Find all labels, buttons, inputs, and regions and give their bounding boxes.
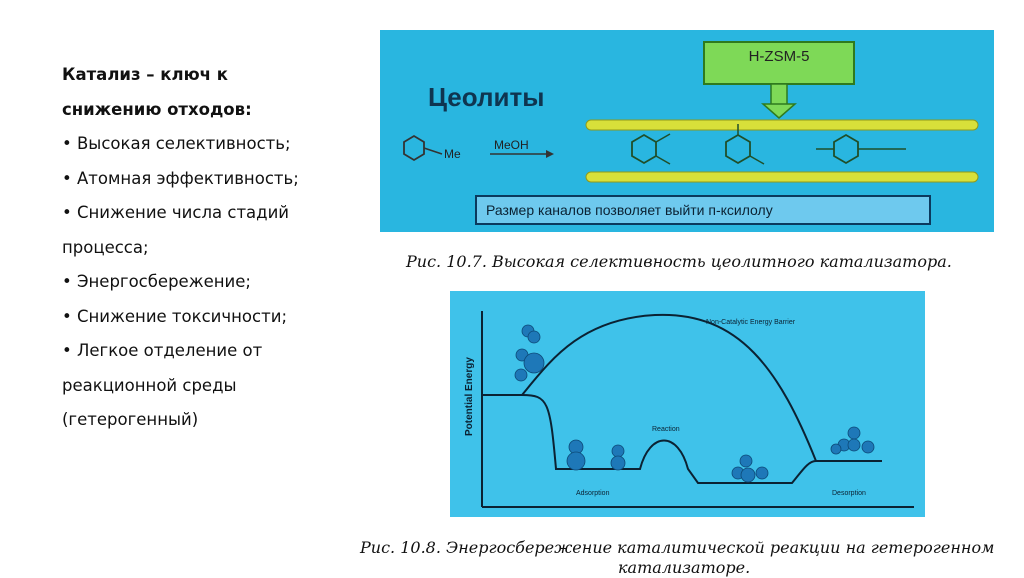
desorbed-product-icon <box>831 427 874 454</box>
catalyst-label: H-ZSM-5 <box>748 48 810 65</box>
meta-xylene-icon <box>726 135 750 163</box>
bullet-low-toxicity: • Снижение токсичности; <box>62 306 287 326</box>
zeolite-layer-bottom <box>586 172 978 182</box>
reaction-arrowhead-icon <box>546 150 554 158</box>
arrow-shaft <box>771 84 787 106</box>
reaction-label: Reaction <box>652 426 680 433</box>
energy-figure <box>450 291 925 517</box>
reagent-label: MeOH <box>494 138 529 152</box>
figure2-caption-line1: Рис. 10.8. Энергосбережение каталитической реакции на гетерогенном <box>360 538 995 557</box>
zeolite-diagram <box>380 30 994 232</box>
zeolite-layer-top <box>586 120 978 130</box>
product-on-surface-icon <box>732 455 768 482</box>
bullet-selectivity: • Высокая селективность; <box>62 134 291 153</box>
zeolite-figure <box>380 30 994 232</box>
energy-diagram <box>450 291 925 517</box>
toluene-ring-icon <box>404 136 424 160</box>
barrier-label: Non-Catalytic Energy Barrier <box>706 319 796 326</box>
bullet-fewer-stages: • Снижение числа стадий <box>62 203 290 222</box>
ortho-methyl-1 <box>656 134 670 142</box>
ortho-methyl-2 <box>656 156 670 164</box>
desorption-label: Desorption <box>832 490 866 497</box>
bullet-fewer-stages-cont: процесса; <box>62 237 149 257</box>
y-axis-label: Potential Energy <box>464 357 475 436</box>
toluene-bond <box>424 148 442 154</box>
note-text: Размер каналов позволяет выйти п-ксилолу <box>486 202 773 218</box>
text-block <box>62 58 362 438</box>
figure1-caption: Рис. 10.7. Высокая селективность цеолитного катализатора. <box>406 252 952 271</box>
para-xylene-icon <box>834 135 858 163</box>
ortho-xylene-icon <box>632 135 656 163</box>
figure2-caption-line2: катализаторе. <box>618 558 751 577</box>
adsorption-label: Adsorption <box>576 490 610 497</box>
arrow-down-icon <box>763 104 795 118</box>
bullet-easy-separation-cont2: (гетерогенный) <box>62 410 199 429</box>
figure2-caption <box>360 538 1024 578</box>
figure1-title: Цеолиты <box>428 82 545 112</box>
meta-methyl-2 <box>750 156 764 164</box>
methyl-label: Me <box>444 147 461 161</box>
bullet-atom-efficiency: • Атомная эффективность; <box>62 168 299 188</box>
bullet-easy-separation-cont1: реакционной среды <box>62 375 237 395</box>
bullet-easy-separation: • Легкое отделение от <box>62 341 263 360</box>
bullet-energy-saving: • Энергосбережение; <box>62 272 251 291</box>
heading-line-2: снижению отходов: <box>62 99 252 119</box>
adsorbed-molecules-icon <box>567 440 625 470</box>
heading-line-1: Катализ – ключ к <box>62 65 228 84</box>
